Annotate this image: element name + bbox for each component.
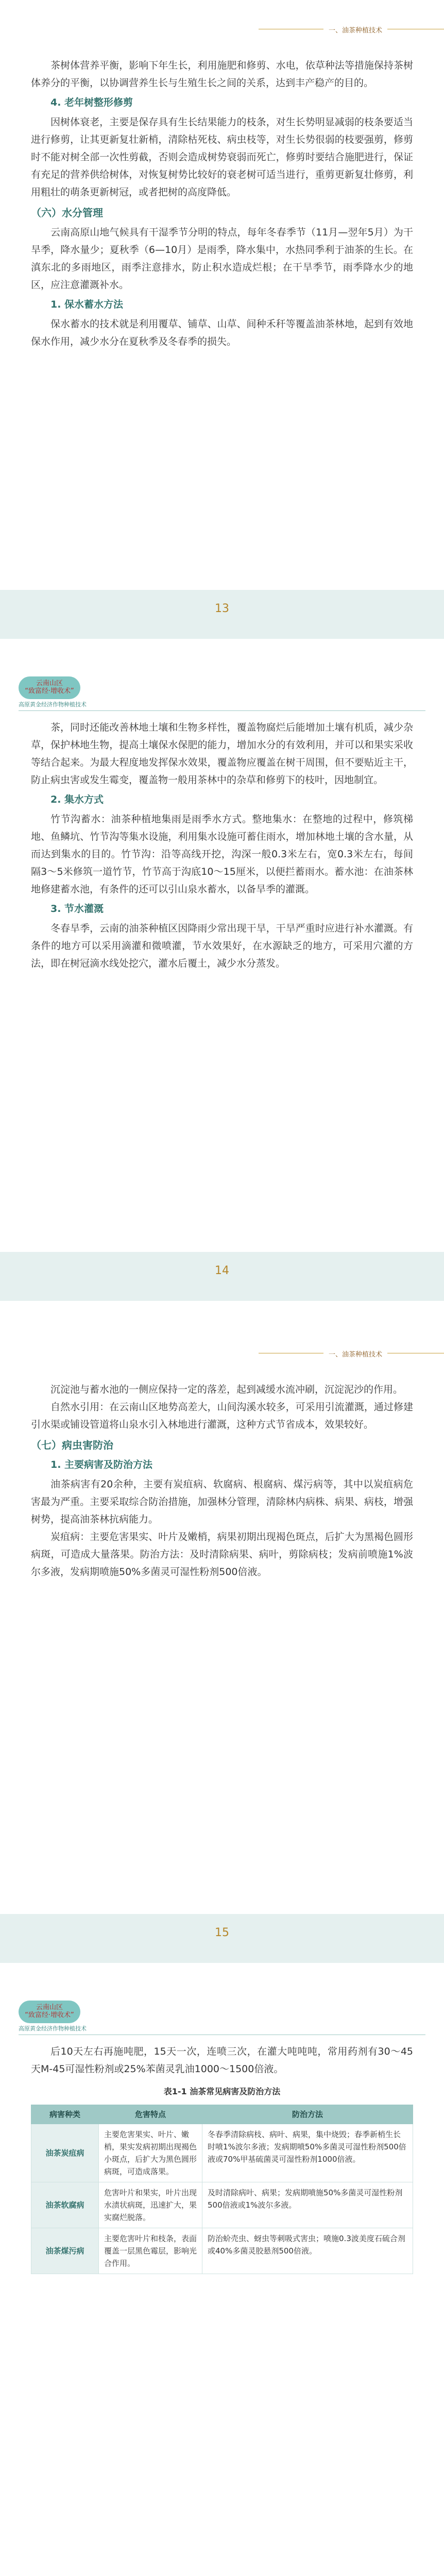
- paragraph: 油茶病害有20余种，主要有炭疽病、软腐病、根腐病、煤污病等，其中以炭疽病危害最为严重。主要采取综合防治措施，加强林分管理，清除林内病株、病果、病枝，增强树势，提高油茶林抗病能力。: [31, 1479, 413, 1525]
- section-heading: （七）病虫害防治: [31, 1439, 113, 1451]
- paragraph: 沉淀池与蓄水池的一侧应保持一定的落差，起到减缓水流冲刷，沉淀泥沙的作用。: [50, 1384, 403, 1395]
- column-header: 危害特点: [99, 2105, 202, 2124]
- cell-disease: 油茶炭疽病: [31, 2124, 99, 2182]
- page-16: [0, 1986, 444, 2576]
- table-row: [31, 2182, 413, 2228]
- badge-line-1: 云南山区: [36, 2004, 63, 2011]
- table-row: [31, 2228, 413, 2274]
- header-subtitle: 高原黄金经济作物种植技术: [19, 701, 87, 708]
- badge-line-2: “致富经·增收术”: [25, 2011, 74, 2019]
- badge: [19, 2001, 80, 2023]
- subsection-heading: 4. 老年树整形修剪: [50, 97, 133, 108]
- cell-disease: 油茶软腐病: [31, 2182, 99, 2228]
- running-header-badge: [19, 676, 86, 707]
- cell-disease: 油茶煤污病: [31, 2228, 99, 2274]
- badge: [19, 676, 80, 699]
- cell-symptom: 主要危害果实、叶片、嫩梢，果实发病初期出现褐色小斑点，后扩大为黑色圆形病斑，可造成落果。: [99, 2124, 202, 2182]
- paragraph: 云南高原山地气候具有干湿季节分明的特点，每年冬春季节（11月—翌年5月）为干旱季，降水量少；夏秋季（6—10月）是雨季，降水集中，水热同季利于油茶的生长。在滇东北的多雨地区，雨季注意排水，防止积水造成烂根；在干旱季节，雨季降水少的地区，应注意灌溉补水。: [31, 227, 413, 291]
- paragraph: 后10天左右再施吨肥，15天一次，连喷三次，在灌大吨吨吨，常用药剂有30～45天M-45可湿性粉剂或25%苯菌灵乳油1000～1500倍液。: [31, 2046, 413, 2075]
- header-subtitle: 高原黄金经济作物种植技术: [19, 2025, 87, 2032]
- running-header: [259, 1347, 444, 1359]
- page-14: [0, 662, 444, 1301]
- table-row: [31, 2124, 413, 2182]
- subsection-heading: 1. 保水蓄水方法: [50, 299, 124, 310]
- cell-symptom: 危害叶片和果实，叶片出现水渍状病斑，迅速扩大，果实腐烂脱落。: [99, 2182, 202, 2228]
- page-footer: [0, 590, 444, 639]
- running-header-badge: [19, 2001, 86, 2031]
- disease-table: [31, 2105, 413, 2274]
- subsection-heading: 1. 主要病害及防治方法: [50, 1459, 153, 1470]
- page-13: [0, 0, 444, 639]
- page-content: [31, 719, 413, 972]
- page-content: [31, 57, 413, 350]
- page-number: 15: [215, 1926, 229, 1939]
- subsection-heading: 3. 节水灌溉: [50, 903, 104, 914]
- cell-treatment: 防治蚧壳虫、蚜虫等刺吸式害虫；喷施0.3波美度石硫合剂或40%多菌灵胶悬剂500倍液。: [202, 2228, 413, 2274]
- table-header-row: [31, 2105, 413, 2124]
- badge-line-1: 云南山区: [36, 680, 63, 687]
- header-title: 一、油茶种植技术: [323, 25, 387, 35]
- column-header: 病害种类: [31, 2105, 99, 2124]
- header-title: 一、油茶种植技术: [323, 1349, 387, 1359]
- paragraph: 保水蓄水的技术就是利用覆草、铺草、山草、间种禾秆等覆盖油茶林地，起到有效地保水作用，减少水分在夏秋季及冬春季的损失。: [31, 318, 413, 347]
- paragraph: 茶，同时还能改善林地土壤和生物多样性，覆盖物腐烂后能增加土壤有机质，减少杂草，保护林地生物，提高土壤保水保肥的能力，增加水分的有效利用，并可以和果实采收等结合起来。为最大程度地发挥保水效果，覆盖物应覆盖在树干周围，但不要贴近主干，防止病虫害或发生霉变，覆盖物一般用茶林中的杂草和修剪下的枝叶，因地制宜。: [31, 722, 413, 786]
- table-title: 表1-1 油茶常见病害及防治方法: [163, 2087, 281, 2096]
- cell-treatment: 及时清除病叶、病果；发病期喷施50%多菌灵可湿性粉剂500倍液或1%波尔多液。: [202, 2182, 413, 2228]
- cell-symptom: 主要危害叶片和枝条，表面覆盖一层黑色霉层，影响光合作用。: [99, 2228, 202, 2274]
- paragraph: 自然水引用：在云南山区地势高差大，山间沟溪水较多，可采用引流灌溉，通过修建引水渠或铺设管道将山泉水引入林地进行灌溉，这种方式节省成本，效果较好。: [31, 1401, 413, 1430]
- paragraph: 竹节沟蓄水：油茶种植地集雨是雨季水方式。整地集水：在整地的过程中，修筑梯地、鱼鳞坑、竹节沟等集水设施，利用集水设施可蓄住雨水，增加林地土壤的含水量，从而达到集水的目的。竹节沟：沿等高线开挖，沟深一般0.3米左右，宽0.3米左右，每间隔3～5米修筑一道竹节，竹节高于沟底10～15厘米，以便拦蓄雨水。蓄水池：在油茶林地修建蓄水池，有条件的还可以引山泉水蓄水，以备旱季的灌溉。: [31, 814, 413, 895]
- page-number: 13: [215, 602, 229, 615]
- paragraph: 炭疽病：主要危害果实、叶片及嫩梢，病果初期出现褐色斑点，后扩大为黑褐色圆形病斑，可造成大量落果。防治方法：及时清除病果、病叶，剪除病枝；发病前喷施1%波尔多液，发病期喷施50%多菌灵可湿性粉剂500倍液。: [31, 1531, 413, 1578]
- section-heading: （六）水分管理: [31, 207, 103, 219]
- page-footer: [0, 1914, 444, 1963]
- paragraph: 茶树体营养平衡，影响下年生长，利用施肥和修剪、水电，依草种法等措施保持茶树体养分的平衡，以协调营养生长与生殖生长之间的关系，达到丰产稳产的目的。: [31, 60, 413, 89]
- paragraph: 冬春旱季，云南的油茶种植区因降雨少常出现干旱，干旱严重时应进行补水灌溉。有条件的地方可以采用滴灌和微喷灌，节水效果好，在水源缺乏的地方，可采用穴灌的方法，即在树冠滴水线处挖穴，灌水后覆土，减少水分蒸发。: [31, 923, 413, 969]
- running-header: [259, 23, 444, 35]
- page-content: [31, 2043, 413, 2274]
- page-number: 14: [215, 1264, 229, 1277]
- page-content: [31, 1381, 413, 1581]
- cell-treatment: 冬春季清除病枝、病叶、病果，集中烧毁；春季新梢生长时喷1%波尔多液；发病期喷50%多菌灵可湿性粉剂500倍液或70%甲基硫菌灵可湿性粉剂1000倍液。: [202, 2124, 413, 2182]
- paragraph: 因树体衰老，主要是保存具有生长结果能力的枝条，对生长势明显减弱的枝条要适当进行修剪，让其更新复壮新梢，清除枯死枝、病虫枝等，对生长势很弱的枝要强剪，修剪时不能对树全部一次性剪截，否则会造成树势衰弱而死亡，修剪时要结合施肥进行，保证有充足的营养供给树体，对恢复树势比较好的衰老树可适当进行，重剪更新复壮修剪，利用粗壮的萌条更新树冠，或者把树的高度降低。: [31, 116, 413, 198]
- page-15: [0, 1324, 444, 1963]
- badge-line-2: “致富经·增收术”: [25, 687, 74, 695]
- subsection-heading: 2. 集水方式: [50, 794, 104, 805]
- page-footer: [0, 1252, 444, 1301]
- column-header: 防治方法: [202, 2105, 413, 2124]
